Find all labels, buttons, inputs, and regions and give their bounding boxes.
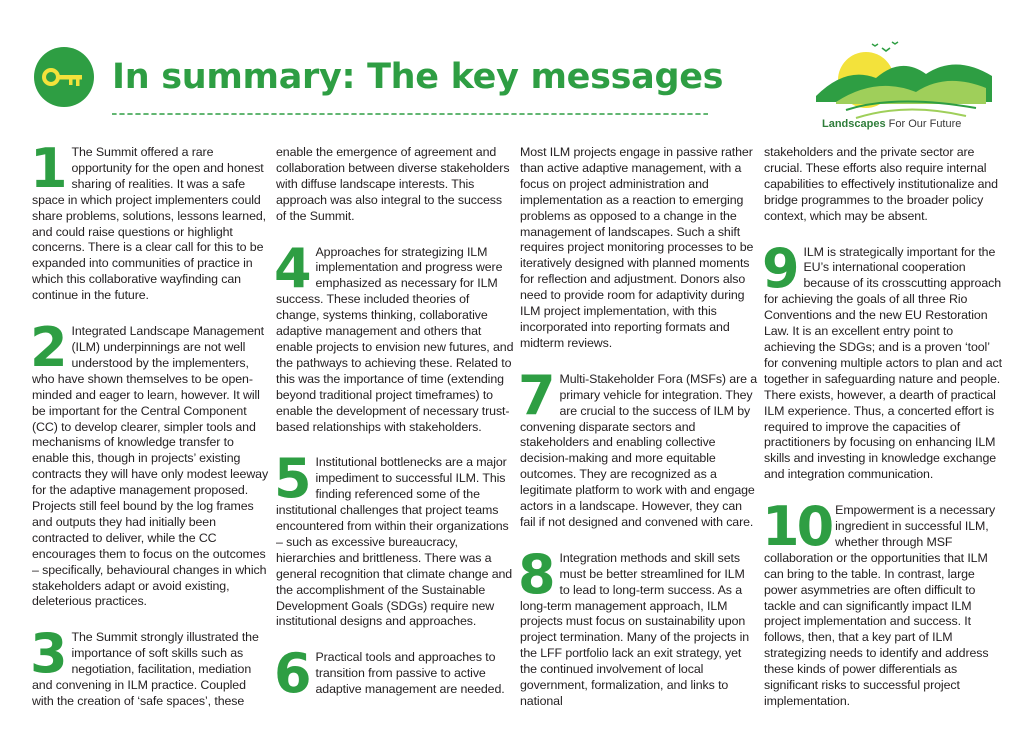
message-9 — [762, 236, 1002, 484]
message-text: Integration methods and skill sets must be better streamlined for ILM to lead to long-term success. As a long-term management approach, ILM projects must focus on sustainability upon project termination. Many of the projects in the LFF portfolio lack an exit strategy, yet the continued involvement of local government, formalization, and links to national — [520, 550, 750, 708]
message-8-continued: stakeholders and the private sector are crucial. These efforts also require internal capabilities to effectively institutionalize and bridge programmes to the broader policy context, which may be absent. — [764, 145, 998, 223]
logo-brand: Landscapes — [822, 118, 886, 130]
message-text: ILM is strategically important for the EU’s international cooperation because of its crosscutting approach for achieving the goals of all three Rio Conventions and the new EU Restoration Law. It is an excellent entry point to achieving the SDGs; and is a proven ‘tool’ for convening multiple actors to plan and act together in safeguarding nature and people. There exists, however, a dearth of practical ILM experience. Thus, a concerted effort is required to improve the capacities of practitioners by focusing on enhancing ILM skills and investing in knowledge exchange and integration communication. — [764, 244, 1002, 482]
message-number: 8 — [518, 542, 556, 606]
column-3 — [520, 145, 758, 730]
logo-wordmark — [822, 118, 1002, 130]
message-number: 2 — [30, 316, 68, 380]
message-number: 4 — [274, 236, 312, 300]
message-text: The Summit offered a rare opportunity for the open and honest sharing of realities. It was a safe space in which project implementers could share problems, solutions, lessons learned, and could raise questions or highlight concerns. There is a clear call for this to be expanded into communities of practice in which this collaborative wayfinding can continue in the future. — [32, 145, 267, 303]
message-3-continued: enable the emergence of agreement and collaboration between diverse stakeholders with diffuse landscape interests. This approach was also integral to the success of the Summit. — [276, 145, 510, 223]
logo-tagline: For Our Future — [885, 118, 962, 130]
message-10 — [762, 495, 1002, 710]
message-number: 9 — [762, 236, 800, 300]
message-text: Integrated Landscape Management (ILM) underpinnings are not well understood by the implementers, who have shown themselves to be open-minded and eager to learn, however. It will be important for the Central Component (CC) to develop clearer, simpler tools and mechanisms of knowledge transfer to enable this, though in projects’ existing contracts they will have only modest leeway for the adaptive management proposed. Projects still feel bound by the log frames and outputs they had initially been contracted to deliver, while the CC encourages them to focus on the outcomes – specifically, behavioural changes in which stakeholders adapt or avoid existing, deleterious practices. — [32, 324, 269, 609]
message-text: Approaches for strategizing ILM implementation and progress were emphasized as necessary for ILM success. These included theories of change, systems thinking, collaborative adaptive management and others that enable projects to envision new futures, and the pathways to achieving these. Related to this was the importance of time (extending beyond traditional project timeframes) to enable the development of necessary trust-based relationships with stakeholders. — [276, 244, 514, 434]
message-text: Practical tools and approaches to transition from passive to active adaptive management are needed. — [315, 650, 505, 697]
message-text: Multi-Stakeholder Fora (MSFs) are a primary vehicle for integration. They are crucial to the success of ILM by convening disparate sectors and stakeholders and enabling collective decision-making and more equitable outcomes. They are recognized as a legitimate platform to work with and engage actors in a landscape. However, they can fail if not designed and convened with care. — [520, 371, 758, 529]
message-6-continued: Most ILM projects engage in passive rather than active adaptive management, with a focus on project administration and implementation as a reaction to emerging problems as opposed to a change in the management of landscapes. Such a shift requires project monitoring processes to be iteratively designed with planned moments for reflection and adjustment. Donors also need to provide room for adaptivity during ILM project implementation, with this incorporated into reporting formats and midterm reviews. — [520, 145, 754, 350]
message-8 — [518, 542, 758, 710]
column-2 — [276, 145, 514, 718]
page-title: In summary: The key messages — [112, 57, 724, 97]
key-icon — [34, 47, 94, 107]
message-number: 1 — [30, 137, 68, 200]
message-text: The Summit strongly illustrated the importance of soft skills such as negotiation, facilitation, mediation and convening in ILM practice. Coupled with the creation of ‘safe spaces’, these — [32, 630, 259, 708]
column-4 — [764, 145, 1002, 730]
message-text: Institutional bottlenecks are a major impediment to successful ILM. This finding referenced some of the institutional challenges that project teams encountered from within their organizations – such as excessive bureaucracy, hierarchies and brittleness. There was a general recognition that climate change and the accomplishment of the Sustainable Development Goals (SDGs) require new institutional designs and approaches. — [276, 455, 513, 629]
landscapes-logo — [816, 36, 992, 128]
column-1 — [30, 137, 270, 730]
message-1 — [30, 137, 270, 304]
message-5 — [274, 447, 514, 630]
message-number: 10 — [762, 495, 832, 559]
title-divider — [112, 109, 708, 119]
message-7 — [518, 363, 758, 531]
message-3 — [30, 622, 270, 710]
message-number: 7 — [518, 363, 556, 427]
message-number: 3 — [30, 622, 68, 686]
message-text: Empowerment is a necessary ingredient in successful ILM, whether through MSF collaboration or the opportunities that ILM can bring to the table. In contrast, large power asymmetries are often difficult to tackle and can significantly impact ILM project implementation and success. It follows, then, that a key part of ILM strategizing needs to identify and address these kinds of power differentials as significant risks to successful project implementation. — [764, 503, 996, 708]
message-number: 5 — [274, 447, 312, 511]
message-number: 6 — [274, 642, 312, 706]
message-6 — [274, 642, 514, 706]
message-4 — [274, 236, 514, 436]
page-header — [0, 0, 1024, 140]
message-2 — [30, 316, 270, 610]
